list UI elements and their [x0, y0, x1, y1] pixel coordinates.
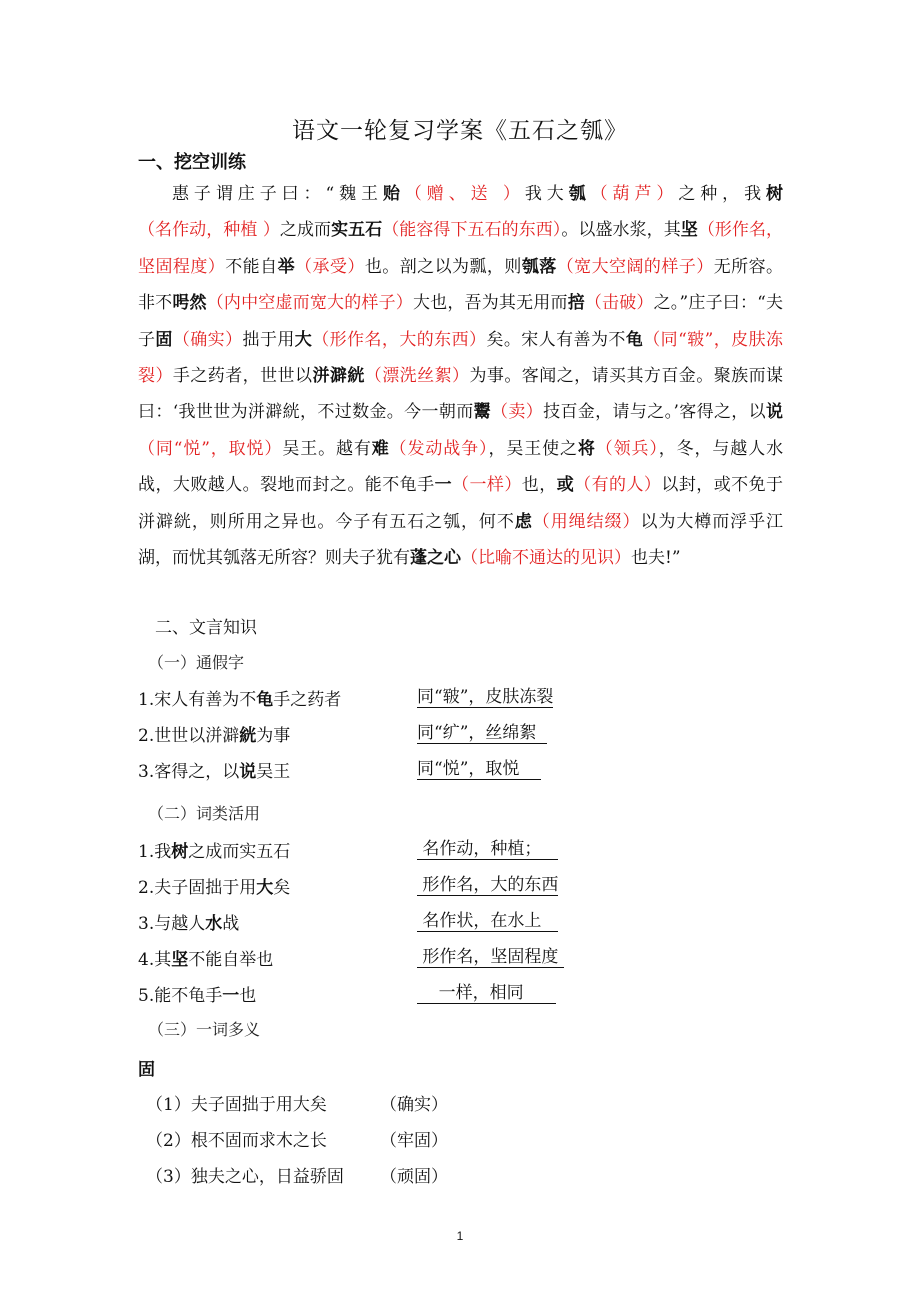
exercise-text: 之成而实五石: [188, 842, 291, 862]
gloss-answer: （确实）: [172, 329, 243, 350]
answer-blank: 同“纩”，丝绵絮: [417, 723, 548, 743]
example-sentence: （2）根不固而求木之长: [146, 1131, 327, 1151]
key-word: 洴澼絖: [312, 366, 365, 387]
passage-text: 惠子谓庄子曰：“魏王: [172, 184, 383, 204]
key-word: 说: [766, 402, 784, 423]
key-word: 将: [577, 438, 596, 459]
exercise-text: 矣: [273, 878, 291, 898]
key-word: 固: [155, 329, 173, 350]
passage-text: 吴王。越有: [282, 438, 372, 459]
polysemy-word: 固: [138, 1060, 155, 1080]
passage-text: 大也，吾为其无用而: [413, 293, 568, 314]
exercise-text: 1.我: [138, 842, 172, 862]
gloss-answer: （用绳结缀）: [532, 511, 641, 532]
answer-blank: 同“悦”，取悦: [417, 759, 541, 779]
exercise-text: 2.世世以洴澼: [138, 726, 240, 746]
section-heading-knowledge: 二、文言知识: [155, 618, 257, 638]
exercise-text: 吴王: [256, 762, 291, 782]
exercise-text: 战: [222, 914, 240, 934]
key-word: 龟: [625, 329, 644, 350]
passage-text: 之。”庄子曰：“夫子: [138, 293, 784, 350]
key-word: 絖: [239, 726, 257, 746]
key-word: 说: [239, 762, 257, 782]
polysemy-row: [146, 1162, 448, 1187]
key-word: 一: [434, 475, 453, 496]
gloss-answer: （击破）: [584, 293, 654, 314]
meaning: （牢固）: [380, 1131, 448, 1151]
passage-text: 之种，我: [678, 184, 767, 204]
polysemy-row: [146, 1126, 448, 1151]
passage-text: 无所容。非不: [138, 256, 784, 314]
gloss-answer: （漂洗丝絮）: [364, 366, 470, 387]
subheading-cilei: （二）词类活用: [148, 804, 261, 823]
answer-blank: 名作状，在水上: [417, 911, 558, 931]
key-word: 树: [766, 184, 784, 204]
exercise-text: 1.宋人有善为不: [138, 690, 257, 710]
exercise-text: 5.能不龟手: [138, 986, 223, 1006]
example-sentence: （1）夫子固拙于用大矣: [146, 1095, 327, 1115]
document-title: 语文一轮复习学案《五石之瓠》: [292, 118, 628, 144]
key-word: 水: [205, 914, 223, 934]
exercise-text: 不能自举也: [188, 950, 274, 970]
key-word: 掊: [567, 293, 585, 314]
gloss-answer: （卖）: [490, 402, 544, 423]
passage-text: 以为大樽而浮乎江湖，而忧其瓠落无所容？则夫子犹有: [138, 511, 784, 569]
key-word: 坚: [171, 950, 189, 970]
passage-text: 矣。宋人有善为不: [486, 329, 626, 350]
exercise-row: [138, 873, 290, 898]
section-heading-fill-blank: 一、挖空训练: [138, 152, 246, 173]
passage-text: 。以盛水浆，其: [561, 220, 681, 241]
passage-text: 也夫!”: [631, 548, 681, 569]
passage-text: 不能自: [225, 256, 278, 277]
exercise-text: 3.客得之，以: [138, 762, 240, 782]
subheading-duoyi: （三）一词多义: [148, 1020, 261, 1039]
exercise-row: [138, 721, 290, 746]
exercise-row: [138, 909, 239, 934]
key-word: 一: [222, 986, 240, 1006]
key-word: 实五石: [331, 220, 383, 241]
meaning: （确实）: [380, 1095, 448, 1115]
gloss-answer: （有的人）: [574, 475, 662, 496]
key-word: 虑: [514, 511, 533, 532]
key-word: 龟: [256, 690, 274, 710]
page-number: 1: [456, 1229, 464, 1243]
key-word: 贻: [382, 184, 405, 204]
key-word: 或: [556, 475, 575, 496]
passage-text: 拙于用: [242, 329, 295, 350]
exercise-text: 2.夫子固拙于用: [138, 878, 257, 898]
exercise-text: 手之药者: [273, 690, 342, 710]
gloss-answer: （能容得下五石的东西）: [382, 220, 562, 241]
passage-text: 以封，或不免于洴澼絖，则所用之异也。今子有五石之瓠，何不: [138, 475, 784, 532]
example-sentence: （3）独夫之心，日益骄固: [146, 1167, 344, 1187]
key-word: 瓠: [568, 184, 591, 204]
answer-blank: 形作名，坚固程度: [417, 947, 564, 967]
gloss-answer: （同“皲”，皮肤冻裂）: [138, 329, 783, 387]
passage-text: 为事。客闻之，请买其方百金。聚族而谋曰：‘我世世为洴澼絖，不过数金。今一朝而: [138, 366, 784, 423]
key-word: 大: [256, 878, 274, 898]
gloss-answer: （葫芦）: [590, 184, 679, 204]
key-word: 瓠落: [521, 256, 557, 277]
gloss-answer: （承受）: [295, 256, 365, 277]
passage-text: 也。剖之以为瓢，则: [364, 256, 522, 277]
meaning: （顽固）: [380, 1167, 448, 1187]
passage-text: ，冬，与越人水战，大败越人。裂地而封之。能不龟手: [138, 438, 784, 496]
answer-blank: 同“皲”，皮肤冻裂: [417, 687, 554, 707]
exercise-row: [138, 981, 256, 1006]
gloss-answer: （赠、送 ）: [404, 184, 525, 204]
gloss-answer: （一样）: [452, 475, 522, 496]
exercise-row: [138, 837, 290, 862]
gloss-answer: （内中空虚而宽大的样子）: [206, 293, 413, 314]
passage-text: ，吴王使之: [488, 438, 578, 459]
subheading-tongjia: （一）通假字: [148, 653, 245, 672]
passage-paragraph: [138, 176, 783, 576]
exercise-row: [138, 945, 273, 970]
exercise-text: 3.与越人: [138, 914, 206, 934]
key-word: 树: [171, 842, 189, 862]
exercise-row: [138, 757, 290, 782]
exercise-row: [138, 685, 341, 710]
exercise-text: 也: [239, 986, 257, 1006]
gloss-answer: （宽大空阔的样子）: [556, 256, 714, 277]
key-word: 举: [277, 256, 296, 277]
passage-text: 我大: [524, 184, 569, 204]
key-word: 呺然: [172, 293, 207, 314]
key-word: 坚: [680, 220, 698, 241]
passage-text: 技百金，请与之。’客得之，以: [543, 402, 767, 423]
passage-text: 之成而: [279, 220, 332, 241]
polysemy-row: [146, 1090, 448, 1115]
key-word: 鬻: [473, 402, 491, 423]
answer-blank: 形作名，大的东西: [417, 875, 559, 895]
answer-blank: 名作动，种植；: [417, 839, 558, 859]
passage-text: 手之药者，世世以: [172, 366, 313, 387]
gloss-answer: （形作名，坚固程度）: [138, 220, 784, 277]
exercise-text: 为事: [256, 726, 291, 746]
key-word: 大: [294, 329, 313, 350]
key-word: 蓬之心: [410, 548, 461, 569]
gloss-answer: （领兵）: [595, 438, 659, 459]
gloss-answer: （名作动，种植 ）: [138, 220, 280, 241]
gloss-answer: （发动战争）: [389, 438, 489, 459]
answer-blank: 一样，相同: [417, 983, 557, 1003]
passage-text: 也，: [521, 475, 557, 496]
gloss-answer: （形作名，大的东西）: [312, 329, 487, 350]
key-word: 难: [371, 438, 390, 459]
gloss-answer: （比喻不通达的见识）: [461, 548, 631, 569]
gloss-answer: （同“悦”，取悦）: [138, 438, 283, 459]
exercise-text: 4.其: [138, 950, 172, 970]
